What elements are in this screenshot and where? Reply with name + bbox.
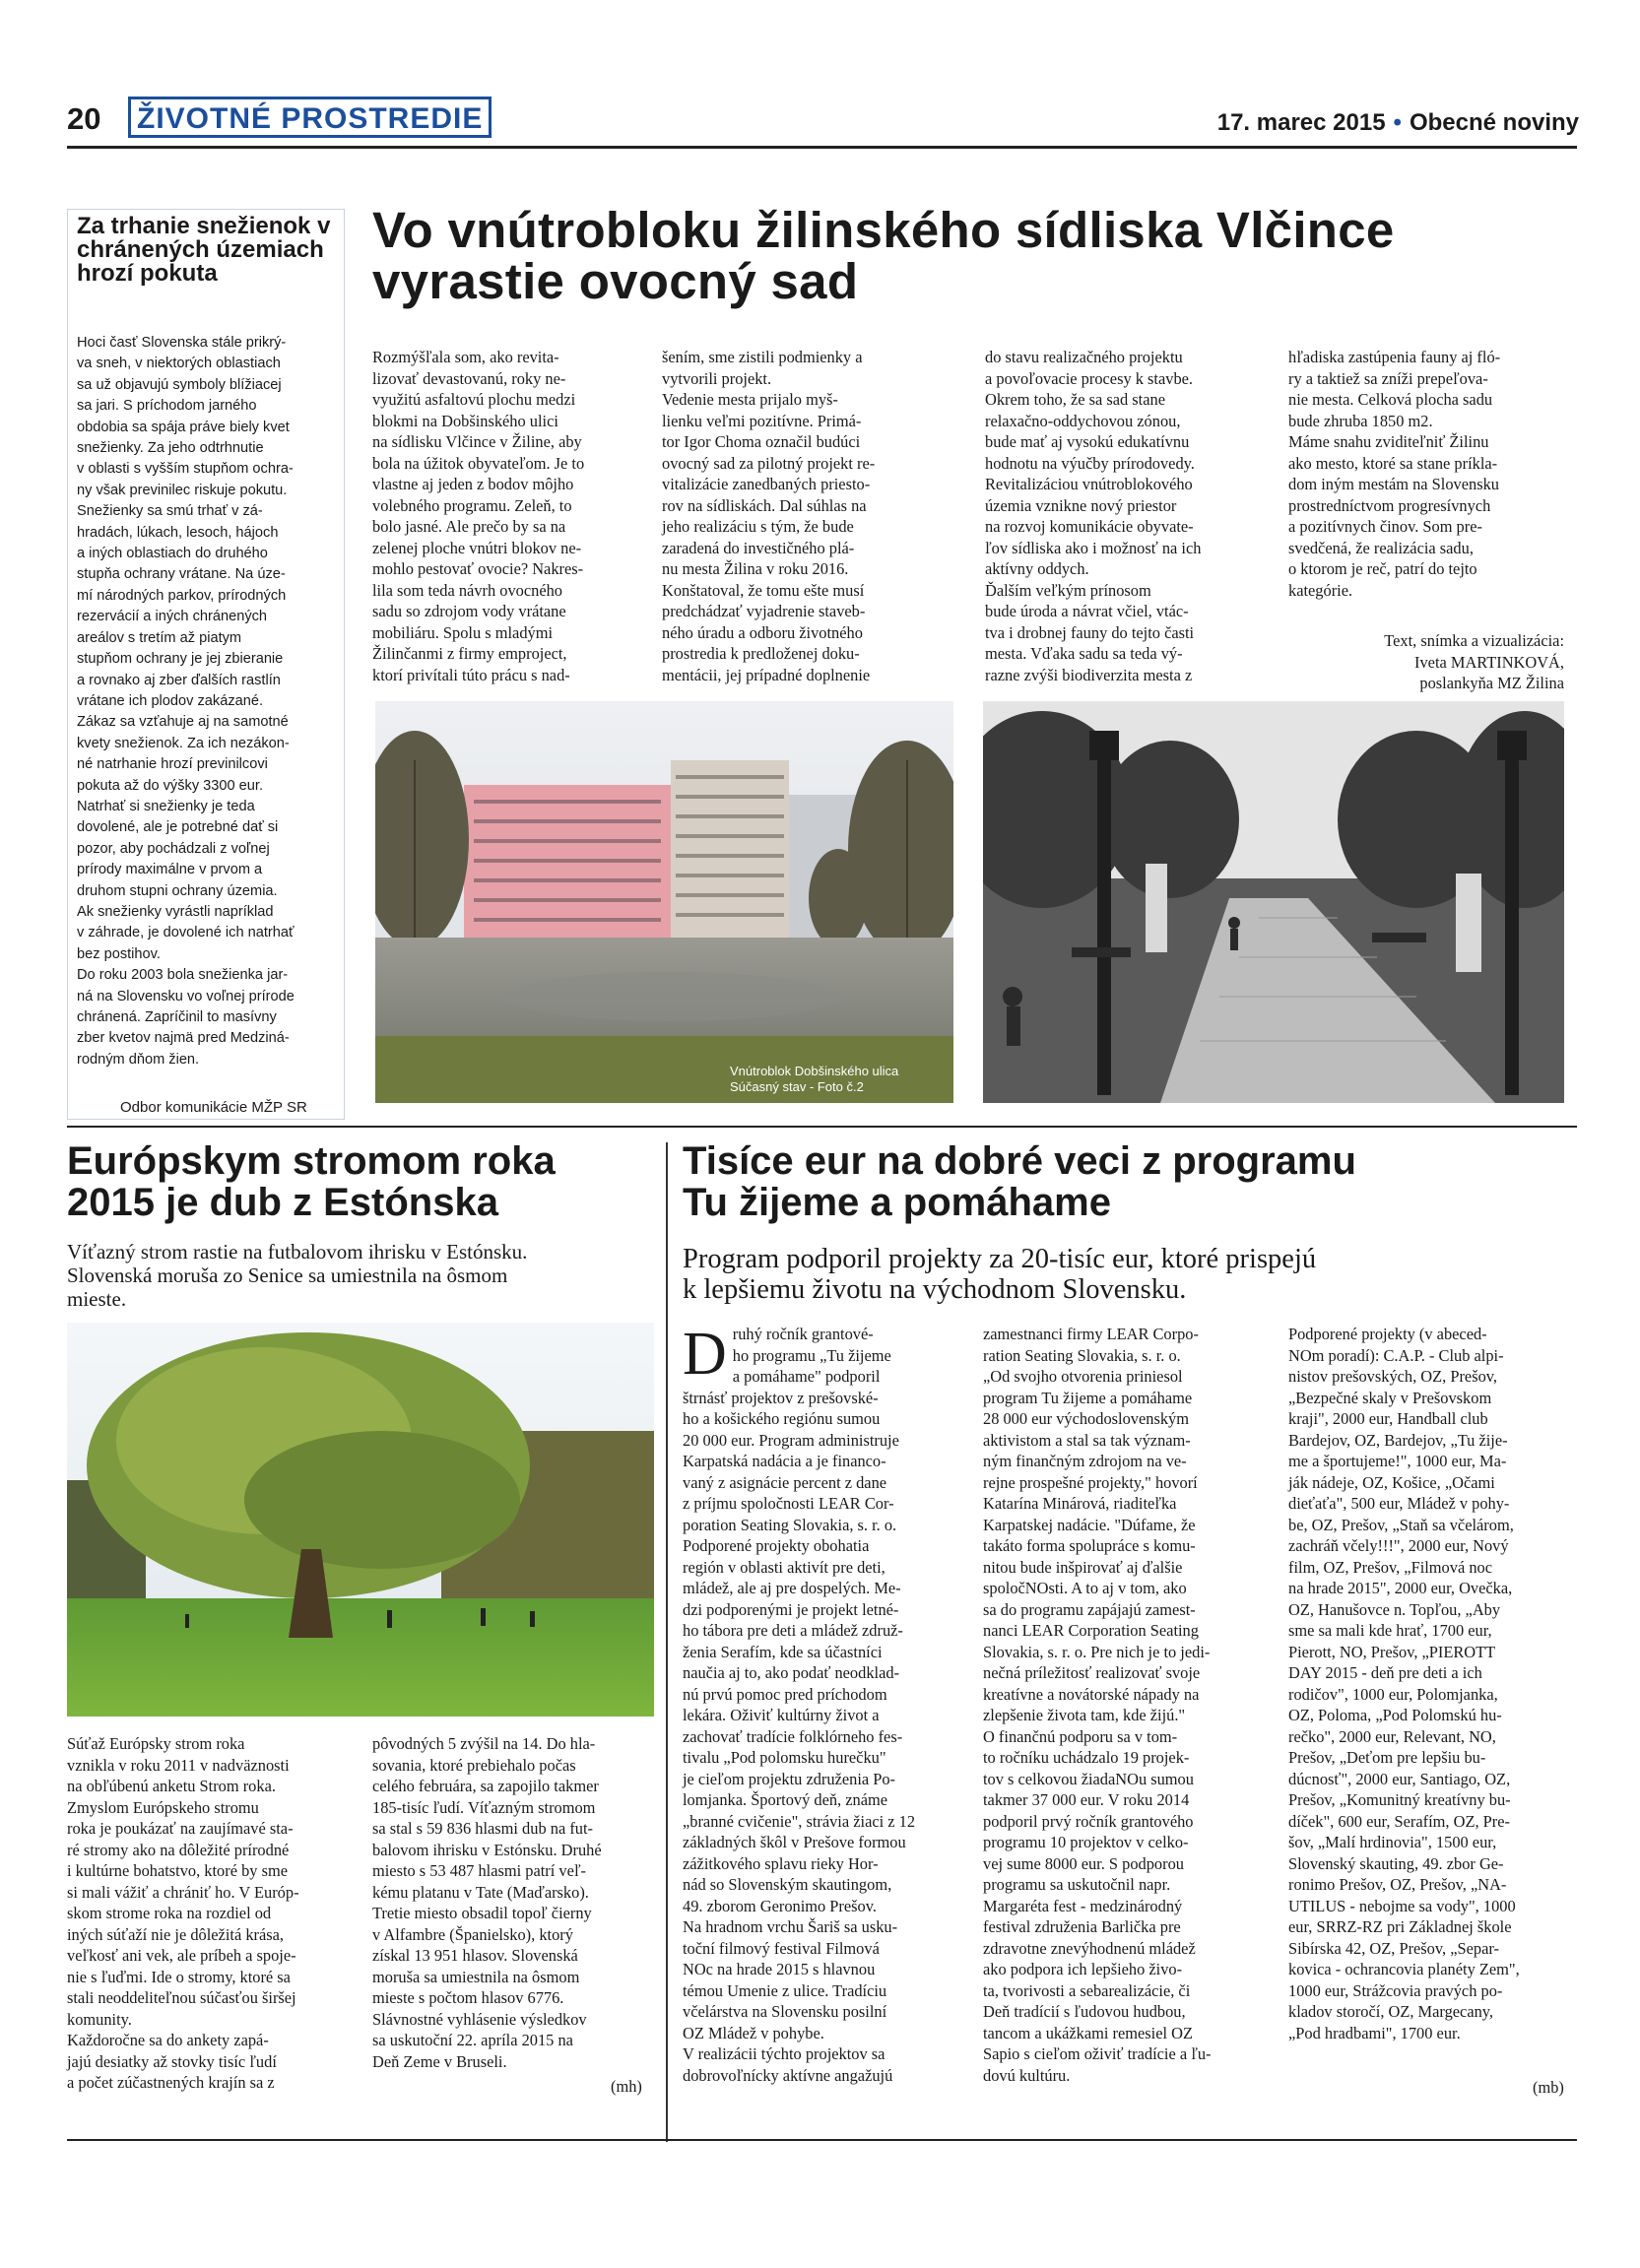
text-line: vitalizácie zanedbaných priesto- (662, 475, 871, 493)
sidebar-line: ny však previnilec riskuje pokutu. (77, 482, 288, 498)
text-line: mohlo pestovať ovocie? Nakres- (372, 559, 584, 578)
text-line: dobrovoľnícky aktívne angažujú (683, 2065, 893, 2085)
orchard-visualization-image (983, 701, 1564, 1103)
sidebar-line: vrátane ich plodov zakázané. (77, 692, 264, 709)
text-line: NOm poradí): C.A.P. - Club alpi- (1288, 1345, 1504, 1365)
text-line: zaradená do investičného plá- (662, 538, 855, 557)
text-line: zachráň včely!!!", 2000 eur, Nový (1288, 1536, 1509, 1555)
issue-date: 17. marec 2015 (1216, 109, 1386, 136)
text-line: ľov sídliska ako i možnosť na ich (985, 538, 1202, 557)
text-line: nečná príležitosť realizovať svoje (983, 1663, 1201, 1682)
article-divider (666, 1142, 668, 2142)
article2-title-line1: Európskym stromom roka (67, 1139, 556, 1183)
text-line: ovocný sad za pilotný projekt re- (662, 453, 876, 473)
text-line: Zmyslom Európskeho stromu (67, 1797, 259, 1817)
text-line: vytvorili projekt. (662, 368, 772, 388)
text-line: témou Umenie z ulice. Tradíciu (683, 1980, 887, 2000)
sidebar-line: bez postihov. (77, 945, 161, 962)
text-line: programu 10 projektov v celko- (983, 1833, 1189, 1851)
text-line: základných škôl v Prešove formou (683, 1833, 906, 1851)
text-line: programu sa uskutočnil napr. (983, 1875, 1171, 1894)
sidebar-line: stupňa ochrany vrátane. Na úze- (77, 566, 286, 583)
courtyard-image (375, 701, 953, 1103)
text-line: poration Seating Slovakia, s. r. o. (683, 1515, 897, 1534)
text-line: bude zhruba 1850 m2. (1288, 411, 1433, 430)
text-line: dzi podporenými je projekt letné- (683, 1599, 899, 1619)
article1-title: Vo vnútrobloku žilinského sídliska Vlčince vyrastie ovocný sad (372, 202, 1395, 309)
text-line: územia vznikne nový priestor (985, 495, 1177, 515)
text-line: lekára. Oživiť kultúrny život a (683, 1706, 880, 1724)
text-line: nád so Slovenským skautingom, (683, 1875, 892, 1894)
text-line: včelárstva na Slovensku posilní (683, 2002, 887, 2021)
text-line: ruhý ročník grantové- (732, 1325, 874, 1343)
text-line: Žilinčanmi z firmy emproject, (372, 644, 567, 663)
text-line: Tretie miesto obsadil topoľ čierny (372, 1904, 592, 1922)
text-line: ronimo Prešov, OZ, Prešov, „NA- (1288, 1875, 1507, 1894)
text-line: jajú desiatky až stovky tisíc ľudí (67, 2051, 277, 2071)
lede-line: Slovenská moruša zo Senice sa umiestnila na ôsmom (67, 1264, 508, 1287)
text-line: Pierott, NO, Prešov, „PIEROTT (1288, 1642, 1496, 1661)
text-line: naučia aj to, ako podať neodklad- (683, 1663, 900, 1682)
text-line: kraji", 2000 eur, Handball club (1288, 1409, 1488, 1428)
text-line: Sibírska 42, OZ, Prešov, „Separ- (1288, 1938, 1499, 1958)
text-line: z príjmu spoločnosti LEAR Cor- (683, 1494, 894, 1513)
text-line: ho programu „Tu žijeme (732, 1345, 891, 1365)
text-line: OZ, Poloma, „Pod Polomskú hu- (1288, 1706, 1502, 1724)
sidebar-line: pozor, aby pochádzali z voľnej (77, 840, 270, 857)
text-line: získal 13 951 hlasov. Slovenská (372, 1946, 578, 1965)
text-line: Revitalizáciou vnútroblokového (985, 475, 1193, 493)
text-line: toční filmový festival Filmová (683, 1938, 880, 1958)
text-line: bude úroda a návrat včiel, vtác- (985, 602, 1189, 620)
text-line: Podporené projekty (v abeced- (1288, 1325, 1487, 1343)
text-line: mesta. Vďaka sadu sa teda vý- (985, 644, 1183, 663)
text-line: Karpatská nadácia a je financo- (683, 1452, 886, 1470)
mid-rule (67, 1126, 1577, 1128)
sidebar-line: ná na Slovensku vo voľnej prírode (77, 988, 295, 1004)
text-line: vznikla v roku 2011 v nadväznosti (67, 1755, 290, 1775)
photo-caption-line1: Vnútroblok Dobšinského ulica (730, 1064, 899, 1078)
text-line: bude mať aj vysokú edukatívnu (985, 432, 1190, 451)
sidebar-line: Hoci časť Slovenska stále prikrý- (77, 335, 287, 351)
text-line: 49. zborom Geronimo Prešov. (683, 1896, 877, 1915)
article2-title-line2: 2015 je dub z Estónska (67, 1181, 498, 1224)
page-number: 20 (67, 101, 101, 136)
text-line: prostredia k predloženej doku- (662, 644, 860, 663)
text-line: zlepšenie života tam, kde žijú." (983, 1706, 1186, 1724)
text-line: Vedenie mesta prijalo myš- (662, 390, 838, 409)
text-line: ho a košického regiónu sumou (683, 1409, 881, 1428)
text-line: nistov prešovských, OZ, Prešov, (1288, 1367, 1497, 1386)
text-line: ják nádeje, OZ, Košice, „Očami (1288, 1472, 1495, 1492)
text-line: podporil prvý ročník grantového (983, 1811, 1194, 1831)
sidebar-line: obdobia sa spája práve biely kvet (77, 419, 290, 435)
text-line: OZ Mládež v pohybe. (683, 2023, 824, 2042)
text-line: 1000 eur, Strážcovia pravých po- (1288, 1980, 1503, 2000)
sidebar-line: kvety snežienok. Za ich nezákon- (77, 735, 290, 751)
text-line: zdravotne znevýhodnenú mládež (983, 1938, 1196, 1958)
text-line: ženia Serafím, kde sa účastníci (683, 1642, 883, 1661)
text-line: mládež, ale aj pre dospelých. Me- (683, 1579, 901, 1597)
separator-bullet: • (1393, 109, 1402, 136)
text-line: kladov storočí, OZ, Margecany, (1288, 2002, 1494, 2021)
text-line: „Pod hradbami", 1700 eur. (1288, 2023, 1461, 2042)
text-line: predchádzať vyjadrenie staveb- (662, 602, 866, 620)
text-line: Súťaž Európsky strom roka (67, 1734, 245, 1753)
credit-line: Text, snímka a vizualizácia: (1384, 631, 1564, 650)
text-line: lizovať devastovanú, roky ne- (372, 368, 566, 388)
text-line: roka je poukázať na zaujímavé sta- (67, 1819, 294, 1838)
text-line: ta, tvorivosti a sebarealizácie, či (983, 1980, 1191, 2000)
text-line: relaxačno-oddychovou zónou, (985, 411, 1181, 430)
sidebar-line: sa už objavujú symboly blížiacej (77, 376, 282, 393)
text-line: vlastne aj jeden z bodov môjho (372, 475, 574, 493)
sidebar-line: mí národných parkov, prírodných (77, 587, 287, 604)
text-line: veľkosť ani vek, ale príbeh a spoje- (67, 1946, 296, 1965)
article3-col1 (683, 1321, 949, 2086)
sidebar-line: prírody maximálne v prvom a (77, 862, 263, 878)
visualization-orchard (983, 701, 1564, 1103)
text-line: Konštatoval, že tomu ešte musí (662, 580, 865, 600)
sidebar-line: zber kvetov najmä pred Medziná- (77, 1030, 290, 1047)
text-line: volebného programu. Zeleň, to (372, 495, 572, 515)
sidebar-line: Ak snežienky vyrástli napríklad (77, 903, 274, 920)
sidebar-line: Do roku 2003 bola snežienka jar- (77, 967, 289, 984)
text-line: dieťaťa", 500 eur, Mládež v pohy- (1288, 1494, 1510, 1513)
lede-line: Víťazný strom rastie na futbalovom ihrisku v Estónsku. (67, 1240, 528, 1264)
text-line: tor Igor Choma označil budúci (662, 432, 861, 451)
text-line: sovania, ktoré prebiehalo počas (372, 1755, 576, 1775)
text-line: na hrade 2015", 2000 eur, Ovečka, (1288, 1579, 1513, 1597)
text-line: Každoročne sa do ankety zapá- (67, 2031, 269, 2049)
text-line: komunity. (67, 2009, 132, 2029)
sidebar-line: rodným dňom žien. (77, 1051, 200, 1068)
text-line: tva i drobnej fauny do tejto časti (985, 622, 1195, 642)
text-line: program Tu žijeme a pomáhame (983, 1388, 1193, 1407)
sidebar-line: stupňom ochrany je jej zbieranie (77, 651, 284, 668)
text-line: Katarína Minárová, riaditeľka (983, 1494, 1177, 1513)
text-line: OZ, Hanušovce n. Topľou, „Aby (1288, 1599, 1501, 1619)
text-line: Deň Zeme v Bruseli. (372, 2051, 507, 2071)
sidebar-line: Snežienky sa smú trhať v zá- (77, 503, 263, 520)
text-line: a počet zúčastnených krajín sa z (67, 2073, 275, 2092)
text-line: rov na sídliskách. Dal súhlas na (662, 495, 867, 515)
text-line: ného úradu a odboru životného (662, 622, 863, 642)
author-name: Iveta MARTINKOVÁ, (1414, 652, 1564, 672)
text-line: iných súťaží nie je dôležitá krása, (67, 1924, 284, 1944)
sidebar-line: chránená. Zapríčinil to masívny (77, 1009, 277, 1025)
text-line: zážitkového splavu rieky Hor- (683, 1853, 879, 1873)
text-line: prostredníctvom progresívnych (1288, 495, 1491, 515)
text-line: Prešov, „Komunitný kreatívny bu- (1288, 1790, 1511, 1809)
text-line: skom strome roka na rozdiel od (67, 1904, 272, 1922)
text-line: nanci LEAR Corporation Seating (983, 1621, 1199, 1640)
text-line: Karpatskej nadácie. "Dúfame, že (983, 1515, 1196, 1534)
text-line: sa stal s 59 836 hlasmi dub na fut- (372, 1819, 593, 1838)
text-line: ako podpora ich lepšieho živo- (983, 1960, 1183, 1978)
text-line: na rozvoj komunikácie obyvate- (985, 517, 1194, 536)
sidebar-line: va sneh, v niektorých oblastiach (77, 356, 281, 372)
text-line: stali neoddeliteľnou súčasťou širšej (67, 1988, 296, 2007)
text-line: film, OZ, Prešov, „Filmová noc (1288, 1557, 1492, 1577)
text-line: Na hradnom vrchu Šariš sa usku- (683, 1917, 898, 1936)
text-line: bola na úžitok obyvateľom. Je to (372, 453, 585, 473)
article3-title (683, 1140, 1579, 1223)
sidebar-line: v záhrade, je dovolené ich natrhať (77, 925, 295, 941)
text-line: eur, SRRZ-RZ pri Základnej škole (1288, 1917, 1512, 1936)
text-line: o ktorom je reč, patrí do tejto (1288, 559, 1477, 578)
text-line: nú prvú pomoc pred príchodom (683, 1684, 887, 1704)
text-line: tancom a ukážkami remesiel OZ (983, 2023, 1193, 2042)
text-line: celého februára, sa zapojilo takmer (372, 1777, 599, 1795)
text-line: je cieľom projektu združenia Po- (683, 1769, 896, 1788)
text-line: sadu so zdrojom vody vrátane (372, 602, 566, 620)
text-line: mieste s počtom hlasov 6776. (372, 1988, 564, 2007)
text-line: razne zvýši biodiverzita mesta z (985, 665, 1193, 684)
text-line: 28 000 eur východoslovenským (983, 1409, 1189, 1428)
sidebar-line: areálov s tretím až piatym (77, 629, 242, 646)
sidebar-credit: Odbor komunikácie MŽP SR (120, 1099, 307, 1116)
text-line: na sídlisku Vlčince v Žiline, aby (372, 432, 582, 451)
text-line: takáto forma spolupráce s komu- (983, 1536, 1196, 1555)
sidebar-line: a iných oblastiach do druhého (77, 546, 268, 562)
text-line: do stavu realizačného projektu (985, 348, 1183, 366)
text-line: rejne prospešné projekty," hovorí (983, 1472, 1198, 1492)
text-line: lienku veľmi pozitívne. Primá- (662, 411, 862, 430)
text-line: Sapio s cieľom oživiť tradície a ľu- (983, 2044, 1212, 2063)
text-line: ktorí privítali túto prácu s nad- (372, 665, 570, 684)
article2-signature: (mh) (611, 2077, 642, 2096)
text-line: zamestnanci firmy LEAR Corpo- (983, 1325, 1199, 1343)
text-line: Slovenský skauting, 49. zbor Ge- (1288, 1853, 1504, 1873)
sidebar-line: rezervácií a iných chránených (77, 609, 268, 625)
text-line: UTILUS - nebojme sa vody", 1000 (1288, 1896, 1516, 1915)
text-line: i kultúrne bohatstvo, ktoré by sme (67, 1861, 288, 1880)
text-line: dom iným mestám na Slovensku (1288, 475, 1499, 493)
text-line: Deň tradícií s ľudovou hudbou, (983, 2002, 1186, 2021)
text-line: svedčená, že realizácia sadu, (1288, 538, 1474, 557)
text-line: to ročníku uchádzalo 19 projek- (983, 1748, 1190, 1767)
text-line: kému platanu v Tate (Maďarsko). (372, 1882, 589, 1902)
text-line: aktívny oddych. (985, 559, 1089, 578)
text-line: me a športujeme!", 1000 eur, Ma- (1288, 1452, 1507, 1470)
text-line: „Bezpečné skaly v Prešovskom (1288, 1388, 1492, 1407)
text-line: mentácii, jej prípadné doplnenie (662, 665, 871, 684)
text-line: V realizácii týchto projektov sa (683, 2044, 886, 2063)
dropcap: D (683, 1321, 727, 1388)
text-line: miesto s 53 487 hlasmi patrí veľ- (372, 1861, 586, 1880)
article3-title-line1: Tisíce eur na dobré veci z programu (683, 1139, 1356, 1183)
text-line: Rozmýšľala som, ako revita- (372, 348, 559, 366)
text-line: takmer 37 000 eur. V roku 2014 (983, 1790, 1190, 1809)
text-line: Máme snahu zviditeľniť Žilinu (1288, 432, 1489, 451)
sidebar-line: hradách, lúkach, lesoch, hájoch (77, 524, 279, 541)
text-line: ho tábora pre deti a mládež združ- (683, 1621, 903, 1640)
text-line: balovom ihrisku v Estónsku. Druhé (372, 1840, 602, 1859)
article2-lede (67, 1240, 658, 1311)
sidebar-line: sa jari. S príchodom jarného (77, 398, 257, 415)
sidebar-line: snežienky. Za jeho odtrhnutie (77, 440, 264, 457)
text-line: v Alfambre (Španielsko), ktorý (372, 1924, 573, 1944)
oak-tree-image (67, 1323, 654, 1717)
text-line: „branné cvičenie", strávia žiaci z 12 (683, 1811, 916, 1831)
sidebar-body (77, 333, 343, 1070)
article3-col2 (983, 1324, 1264, 2086)
header-rule (67, 146, 1577, 149)
text-line: vej sume 8000 eur. S podporou (983, 1853, 1184, 1873)
article2-title (67, 1140, 658, 1223)
text-line: rečko", 2000 eur, Relevant, NO, (1288, 1726, 1496, 1746)
article1-col4 (1288, 347, 1574, 601)
footer-rule (67, 2139, 1577, 2141)
text-line: využitú asfaltovú plochu medzi (372, 390, 576, 409)
text-line: šením, sme zistili podmienky a (662, 348, 863, 366)
text-line: NOc na hrade 2015 s hlavnou (683, 1960, 876, 1978)
lede-line: Program podporil projekty za 20-tisíc eur, ktoré prispejú (683, 1244, 1317, 1274)
text-line: hľadiska zastúpenia fauny aj fló- (1288, 348, 1501, 366)
sidebar-title: Za trhanie snežienok v chránených územiach hrozí pokuta (77, 213, 331, 287)
article2-col2 (372, 1733, 658, 2072)
article3-signature: (mb) (1533, 2078, 1564, 2097)
sidebar-line: Natrhať si snežienky je teda (77, 798, 255, 814)
sidebar-line: druhom stupni ochrany územia. (77, 882, 278, 899)
text-line: ration Seating Slovakia, s. r. o. (983, 1345, 1181, 1365)
text-line: dúcnosť", 2000 eur, Santiago, OZ, (1288, 1769, 1511, 1788)
text-line: región v oblasti aktivít pre deti, (683, 1557, 886, 1577)
text-line: 20 000 eur. Program administruje (683, 1430, 899, 1450)
article1-col1 (372, 347, 650, 685)
text-line: a pomáhame" podporil (732, 1367, 881, 1386)
text-line: na obľúbenú anketu Strom roka. (67, 1777, 276, 1795)
text-line: dovú kultúru. (983, 2065, 1071, 2085)
text-line: lomjanka. Športový deň, známe (683, 1790, 888, 1809)
text-line: Okrem toho, že sa sad stane (985, 390, 1165, 409)
text-line: a pozitívnych činov. Som pre- (1288, 517, 1482, 536)
text-line: zachovať tradície folklórneho fes- (683, 1726, 903, 1746)
text-line: kreatívne a novátorské nápady na (983, 1684, 1200, 1704)
text-line: tivalu „Pod polomsku hurečku" (683, 1748, 886, 1767)
text-line: Podporené projekty obohatia (683, 1536, 870, 1555)
text-line: Margaréta fest - medzinárodný (983, 1896, 1183, 1915)
text-line: zelenej ploche vnútri blokov ne- (372, 538, 582, 557)
photo-oak-tree (67, 1323, 654, 1717)
article3-lede (683, 1244, 1579, 1305)
text-line: štrnásť projektov z prešovské- (683, 1388, 879, 1407)
text-line: šov, „Malí hrdinovia", 1500 eur, (1288, 1833, 1497, 1851)
sidebar-line: dovolené, ale je potrebné dať si (77, 819, 279, 836)
publication-name: Obecné noviny (1409, 109, 1579, 136)
text-line: jeho realizáciu s tým, že bude (662, 517, 854, 536)
text-line: nitou bude inšpirovať aj ďalšie (983, 1557, 1183, 1577)
author-role: poslankyňa MZ Žilina (1419, 674, 1564, 692)
text-line: be, OZ, Prešov, „Staň sa včelárom, (1288, 1515, 1514, 1534)
text-line: ným finančným zdrojom na ve- (983, 1452, 1187, 1470)
sidebar-line: né natrhanie hrozí previnilcovi (77, 756, 268, 773)
sidebar-line: v oblasti s vyšším stupňom ochra- (77, 461, 294, 478)
text-line: díček", 600 eur, Serafím, OZ, Pre- (1288, 1811, 1510, 1831)
text-line: ré stromy ako na dôležité prírodné (67, 1840, 290, 1859)
text-line: vaný z asignácie percent z dane (683, 1472, 887, 1492)
text-line: festival združenia Barlička pre (983, 1917, 1181, 1936)
article3-col3 (1288, 1324, 1574, 2043)
text-line: bolo jasné. Ale prečo by sa na (372, 517, 566, 536)
text-line: ry a taktiež sa zníži prepeľova- (1288, 368, 1488, 388)
article2-col1 (67, 1733, 346, 2094)
text-line: nu mesta Žilina v roku 2016. (662, 559, 849, 578)
text-line: nie mesta. Celková plocha sadu (1288, 390, 1493, 409)
text-line: sa uskutoční 22. apríla 2015 na (372, 2031, 573, 2049)
text-line: a povoľovacie procesy k stavbe. (985, 368, 1194, 388)
article1-col2 (662, 347, 948, 685)
text-line: rodičov", 1000 eur, Polomjanka, (1288, 1684, 1498, 1704)
section-title: ŽIVOTNÉ PROSTREDIE (128, 97, 492, 138)
lede-line: mieste. (67, 1287, 127, 1311)
article1-credit (1288, 630, 1564, 694)
sidebar-line: Zákaz sa vzťahuje aj na samotné (77, 714, 289, 731)
text-line: kategórie. (1288, 580, 1353, 600)
text-line: nie s ľuďmi. Ide o stromy, ktoré sa (67, 1967, 291, 1986)
text-line: aktivistom a stal sa tak význam- (983, 1430, 1191, 1450)
text-line: tov s celkovou žiadaNOu sumou (983, 1769, 1194, 1788)
text-line: lila som teda návrh ovocného (372, 580, 562, 600)
photo-courtyard (375, 701, 953, 1103)
sidebar-line: a rovnako aj zber ďalších rastlín (77, 672, 281, 688)
text-line: Slovakia, s. r. o. Pre nich je to jedi- (983, 1642, 1211, 1661)
article1-col3 (985, 347, 1271, 685)
article3-title-line2: Tu žijeme a pomáhame (683, 1181, 1111, 1224)
text-line: 185-tisíc ľudí. Víťazným stromom (372, 1797, 596, 1817)
text-line: kovica - ochrancovia planéty Zem", (1288, 1960, 1520, 1978)
text-line: hodnotu na výučby prírodovedy. (985, 453, 1195, 473)
text-line: moruša sa umiestnila na ôsmom (372, 1967, 580, 1986)
sidebar-line: pokuta až do výšky 3300 eur. (77, 777, 264, 794)
text-line: Slávnostné vyhlásenie výsledkov (372, 2009, 587, 2029)
text-line: spoločNOsti. A to aj v tom, ako (983, 1579, 1187, 1597)
text-line: mobiliáru. Spolu s mladými (372, 622, 554, 642)
text-line: Bardejov, OZ, Bardejov, „Tu žije- (1288, 1430, 1508, 1450)
text-line: DAY 2015 - deň pre deti a ich (1288, 1663, 1482, 1682)
text-line: sa do programu zapájajú zamest- (983, 1599, 1196, 1619)
text-line: ako mesto, ktoré sa stane príkla- (1288, 453, 1498, 473)
dateline (1217, 109, 1579, 137)
text-line: sme sa mali kde hrať, 1700 eur, (1288, 1621, 1492, 1640)
text-line: Ďalším veľkým prínosom (985, 580, 1151, 600)
lede-line: k lepšiemu životu na východnom Slovensku. (683, 1274, 1187, 1305)
text-line: blokmi na Dobšinského ulici (372, 411, 558, 430)
text-line: pôvodných 5 zvýšil na 14. Do hla- (372, 1734, 596, 1753)
text-line: Prešov, „Deťom pre lepšiu bu- (1288, 1748, 1486, 1767)
text-line: si mali vážiť a chrániť ho. V Európ- (67, 1882, 299, 1902)
text-line: O finančnú podporu sa v tom- (983, 1726, 1178, 1746)
text-line: „Od svojho otvorenia priniesol (983, 1367, 1183, 1386)
photo-caption-line2: Súčasný stav - Foto č.2 (730, 1079, 864, 1094)
